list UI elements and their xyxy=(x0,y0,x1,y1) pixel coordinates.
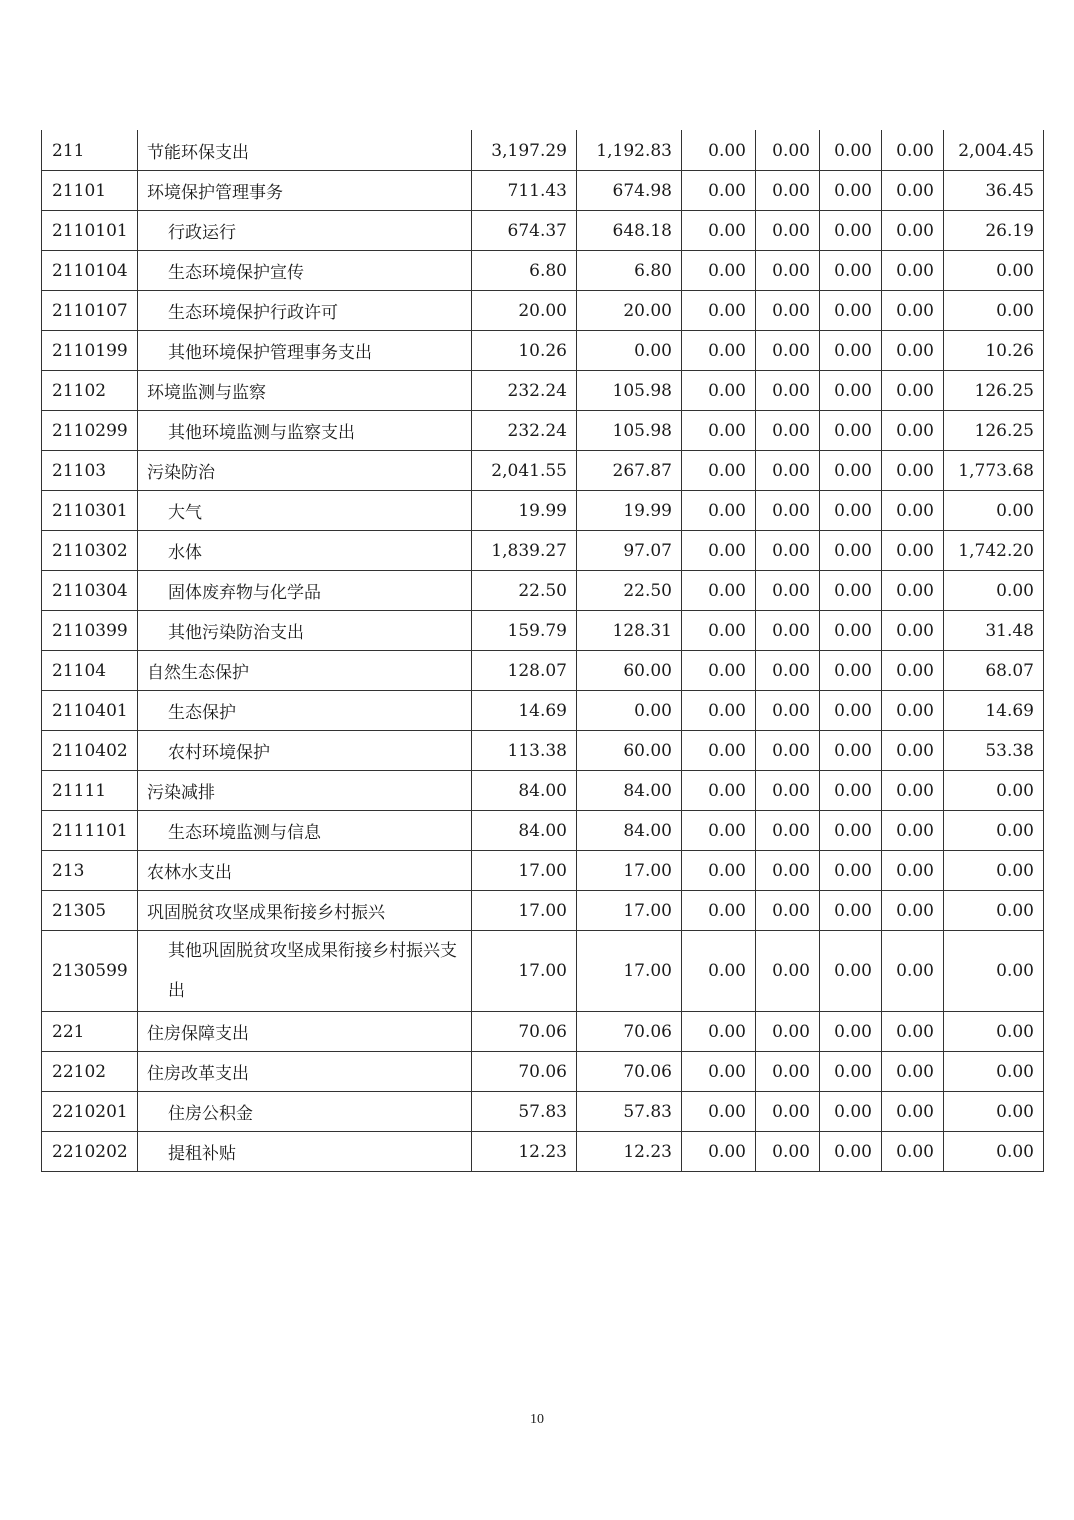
amount-cell: 0.00 xyxy=(756,131,820,171)
amount-cell: 0.00 xyxy=(682,891,756,931)
subject-name-cell: 水体 xyxy=(138,531,472,571)
amount-cell: 0.00 xyxy=(882,651,944,691)
amount-cell: 0.00 xyxy=(882,851,944,891)
amount-cell: 0.00 xyxy=(756,331,820,371)
subject-name-cell: 大气 xyxy=(138,491,472,531)
amount-cell: 0.00 xyxy=(682,131,756,171)
amount-cell: 0.00 xyxy=(882,251,944,291)
amount-cell: 17.00 xyxy=(472,851,577,891)
amount-cell: 6.80 xyxy=(577,251,682,291)
amount-cell: 0.00 xyxy=(756,611,820,651)
amount-cell: 0.00 xyxy=(820,291,882,331)
amount-cell: 128.07 xyxy=(472,651,577,691)
amount-cell: 22.50 xyxy=(472,571,577,611)
subject-code-cell: 2110107 xyxy=(42,291,138,331)
amount-cell: 12.23 xyxy=(472,1132,577,1172)
amount-cell: 0.00 xyxy=(944,931,1044,1012)
amount-cell: 0.00 xyxy=(682,331,756,371)
subject-name-cell: 住房保障支出 xyxy=(138,1012,472,1052)
table-row xyxy=(42,291,1044,331)
amount-cell: 12.23 xyxy=(577,1132,682,1172)
amount-cell: 674.98 xyxy=(577,171,682,211)
amount-cell: 0.00 xyxy=(882,811,944,851)
amount-cell: 20.00 xyxy=(472,291,577,331)
subject-code-cell: 2110101 xyxy=(42,211,138,251)
amount-cell: 0.00 xyxy=(682,491,756,531)
amount-cell: 68.07 xyxy=(944,651,1044,691)
subject-name-cell: 生态环境监测与信息 xyxy=(138,811,472,851)
amount-cell: 60.00 xyxy=(577,651,682,691)
amount-cell: 0.00 xyxy=(682,531,756,571)
amount-cell: 0.00 xyxy=(944,1132,1044,1172)
amount-cell: 0.00 xyxy=(682,931,756,1012)
subject-name-cell: 其他环境保护管理事务支出 xyxy=(138,331,472,371)
amount-cell: 0.00 xyxy=(756,291,820,331)
amount-cell: 0.00 xyxy=(820,411,882,451)
subject-code-cell: 2110401 xyxy=(42,691,138,731)
amount-cell: 0.00 xyxy=(820,691,882,731)
amount-cell: 14.69 xyxy=(472,691,577,731)
subject-name-cell: 污染防治 xyxy=(138,451,472,491)
table-row xyxy=(42,851,1044,891)
subject-code-cell: 211 xyxy=(42,131,138,171)
amount-cell: 648.18 xyxy=(577,211,682,251)
amount-cell: 0.00 xyxy=(756,1012,820,1052)
amount-cell: 0.00 xyxy=(577,691,682,731)
subject-name-cell: 生态保护 xyxy=(138,691,472,731)
amount-cell: 0.00 xyxy=(682,811,756,851)
amount-cell: 0.00 xyxy=(756,771,820,811)
subject-code-cell: 2130599 xyxy=(42,931,138,1012)
amount-cell: 0.00 xyxy=(756,171,820,211)
table-row xyxy=(42,891,1044,931)
subject-code-cell: 2110104 xyxy=(42,251,138,291)
table-row xyxy=(42,331,1044,371)
amount-cell: 0.00 xyxy=(882,331,944,371)
amount-cell: 0.00 xyxy=(820,571,882,611)
table-row xyxy=(42,1052,1044,1092)
amount-cell: 128.31 xyxy=(577,611,682,651)
amount-cell: 126.25 xyxy=(944,371,1044,411)
amount-cell: 19.99 xyxy=(577,491,682,531)
table-row xyxy=(42,251,1044,291)
amount-cell: 0.00 xyxy=(756,891,820,931)
amount-cell: 0.00 xyxy=(756,731,820,771)
amount-cell: 60.00 xyxy=(577,731,682,771)
amount-cell: 0.00 xyxy=(756,491,820,531)
amount-cell: 0.00 xyxy=(682,771,756,811)
subject-code-cell: 21102 xyxy=(42,371,138,411)
subject-code-cell: 2110304 xyxy=(42,571,138,611)
amount-cell: 0.00 xyxy=(682,251,756,291)
subject-name-cell: 污染减排 xyxy=(138,771,472,811)
subject-name-cell: 生态环境保护宣传 xyxy=(138,251,472,291)
subject-name-cell: 住房公积金 xyxy=(138,1092,472,1132)
amount-cell: 0.00 xyxy=(756,211,820,251)
table-row xyxy=(42,691,1044,731)
amount-cell: 0.00 xyxy=(820,731,882,771)
amount-cell: 0.00 xyxy=(820,211,882,251)
subject-name-cell: 农林水支出 xyxy=(138,851,472,891)
amount-cell: 711.43 xyxy=(472,171,577,211)
budget-table xyxy=(41,130,1044,1172)
amount-cell: 0.00 xyxy=(882,1052,944,1092)
amount-cell: 1,742.20 xyxy=(944,531,1044,571)
amount-cell: 0.00 xyxy=(682,1092,756,1132)
amount-cell: 105.98 xyxy=(577,411,682,451)
subject-name-cell: 提租补贴 xyxy=(138,1132,472,1172)
table-row xyxy=(42,811,1044,851)
amount-cell: 97.07 xyxy=(577,531,682,571)
amount-cell: 26.19 xyxy=(944,211,1044,251)
amount-cell: 0.00 xyxy=(882,491,944,531)
amount-cell: 267.87 xyxy=(577,451,682,491)
amount-cell: 0.00 xyxy=(944,251,1044,291)
amount-cell: 0.00 xyxy=(756,371,820,411)
subject-code-cell: 21101 xyxy=(42,171,138,211)
amount-cell: 0.00 xyxy=(882,371,944,411)
amount-cell: 0.00 xyxy=(682,371,756,411)
amount-cell: 0.00 xyxy=(682,691,756,731)
amount-cell: 0.00 xyxy=(820,371,882,411)
amount-cell: 1,773.68 xyxy=(944,451,1044,491)
amount-cell: 17.00 xyxy=(472,931,577,1012)
amount-cell: 232.24 xyxy=(472,411,577,451)
table-row xyxy=(42,451,1044,491)
table-row xyxy=(42,1132,1044,1172)
amount-cell: 0.00 xyxy=(882,411,944,451)
amount-cell: 232.24 xyxy=(472,371,577,411)
table-row xyxy=(42,491,1044,531)
table-row xyxy=(42,211,1044,251)
amount-cell: 10.26 xyxy=(944,331,1044,371)
amount-cell: 0.00 xyxy=(944,291,1044,331)
amount-cell: 0.00 xyxy=(882,171,944,211)
amount-cell: 17.00 xyxy=(577,931,682,1012)
amount-cell: 0.00 xyxy=(944,771,1044,811)
table-row xyxy=(42,571,1044,611)
amount-cell: 14.69 xyxy=(944,691,1044,731)
amount-cell: 17.00 xyxy=(577,851,682,891)
subject-name-cell: 环境保护管理事务 xyxy=(138,171,472,211)
amount-cell: 0.00 xyxy=(682,731,756,771)
table-row xyxy=(42,731,1044,771)
subject-code-cell: 2210202 xyxy=(42,1132,138,1172)
amount-cell: 0.00 xyxy=(820,771,882,811)
table-row xyxy=(42,131,1044,171)
amount-cell: 70.06 xyxy=(472,1012,577,1052)
subject-name-cell: 巩固脱贫攻坚成果衔接乡村振兴 xyxy=(138,891,472,931)
amount-cell: 0.00 xyxy=(820,531,882,571)
amount-cell: 0.00 xyxy=(882,891,944,931)
amount-cell: 0.00 xyxy=(820,131,882,171)
amount-cell: 57.83 xyxy=(472,1092,577,1132)
amount-cell: 0.00 xyxy=(756,251,820,291)
amount-cell: 0.00 xyxy=(820,611,882,651)
subject-code-cell: 2111101 xyxy=(42,811,138,851)
amount-cell: 126.25 xyxy=(944,411,1044,451)
amount-cell: 0.00 xyxy=(756,691,820,731)
amount-cell: 0.00 xyxy=(682,451,756,491)
amount-cell: 0.00 xyxy=(682,571,756,611)
amount-cell: 0.00 xyxy=(820,251,882,291)
amount-cell: 2,041.55 xyxy=(472,451,577,491)
amount-cell: 0.00 xyxy=(682,611,756,651)
amount-cell: 0.00 xyxy=(756,1092,820,1132)
amount-cell: 0.00 xyxy=(882,291,944,331)
amount-cell: 0.00 xyxy=(820,1012,882,1052)
amount-cell: 159.79 xyxy=(472,611,577,651)
amount-cell: 0.00 xyxy=(882,1092,944,1132)
subject-name-cell: 农村环境保护 xyxy=(138,731,472,771)
amount-cell: 0.00 xyxy=(682,1012,756,1052)
amount-cell: 1,839.27 xyxy=(472,531,577,571)
amount-cell: 0.00 xyxy=(820,891,882,931)
amount-cell: 6.80 xyxy=(472,251,577,291)
amount-cell: 0.00 xyxy=(882,131,944,171)
table-row xyxy=(42,931,1044,1012)
amount-cell: 0.00 xyxy=(682,651,756,691)
amount-cell: 84.00 xyxy=(472,771,577,811)
amount-cell: 0.00 xyxy=(944,1052,1044,1092)
amount-cell: 0.00 xyxy=(756,651,820,691)
amount-cell: 0.00 xyxy=(944,491,1044,531)
amount-cell: 105.98 xyxy=(577,371,682,411)
subject-name-cell: 自然生态保护 xyxy=(138,651,472,691)
amount-cell: 0.00 xyxy=(944,571,1044,611)
subject-code-cell: 2110299 xyxy=(42,411,138,451)
amount-cell: 0.00 xyxy=(756,811,820,851)
amount-cell: 0.00 xyxy=(882,931,944,1012)
amount-cell: 0.00 xyxy=(820,931,882,1012)
amount-cell: 0.00 xyxy=(820,851,882,891)
amount-cell: 0.00 xyxy=(682,171,756,211)
amount-cell: 57.83 xyxy=(577,1092,682,1132)
amount-cell: 0.00 xyxy=(944,811,1044,851)
amount-cell: 0.00 xyxy=(882,611,944,651)
table-row xyxy=(42,531,1044,571)
amount-cell: 0.00 xyxy=(944,851,1044,891)
subject-code-cell: 2110199 xyxy=(42,331,138,371)
table-row xyxy=(42,171,1044,211)
amount-cell: 17.00 xyxy=(472,891,577,931)
amount-cell: 17.00 xyxy=(577,891,682,931)
amount-cell: 0.00 xyxy=(882,1132,944,1172)
amount-cell: 10.26 xyxy=(472,331,577,371)
amount-cell: 0.00 xyxy=(882,531,944,571)
subject-name-cell: 生态环境保护行政许可 xyxy=(138,291,472,331)
amount-cell: 0.00 xyxy=(882,1012,944,1052)
page-number: 10 xyxy=(530,1412,544,1427)
table-row xyxy=(42,611,1044,651)
amount-cell: 0.00 xyxy=(882,691,944,731)
amount-cell: 70.06 xyxy=(577,1012,682,1052)
amount-cell: 0.00 xyxy=(820,1052,882,1092)
amount-cell: 84.00 xyxy=(577,771,682,811)
subject-code-cell: 21104 xyxy=(42,651,138,691)
amount-cell: 0.00 xyxy=(820,491,882,531)
amount-cell: 0.00 xyxy=(756,931,820,1012)
subject-name-cell: 住房改革支出 xyxy=(138,1052,472,1092)
amount-cell: 0.00 xyxy=(682,291,756,331)
table-row xyxy=(42,371,1044,411)
amount-cell: 0.00 xyxy=(944,891,1044,931)
subject-name-cell: 固体废弃物与化学品 xyxy=(138,571,472,611)
amount-cell: 0.00 xyxy=(756,851,820,891)
subject-code-cell: 22102 xyxy=(42,1052,138,1092)
amount-cell: 0.00 xyxy=(756,1132,820,1172)
amount-cell: 70.06 xyxy=(472,1052,577,1092)
amount-cell: 36.45 xyxy=(944,171,1044,211)
subject-code-cell: 21305 xyxy=(42,891,138,931)
amount-cell: 22.50 xyxy=(577,571,682,611)
amount-cell: 53.38 xyxy=(944,731,1044,771)
amount-cell: 0.00 xyxy=(882,731,944,771)
amount-cell: 0.00 xyxy=(756,571,820,611)
amount-cell: 0.00 xyxy=(682,851,756,891)
amount-cell: 0.00 xyxy=(682,211,756,251)
amount-cell: 20.00 xyxy=(577,291,682,331)
table-row xyxy=(42,1012,1044,1052)
table-row xyxy=(42,651,1044,691)
amount-cell: 2,004.45 xyxy=(944,131,1044,171)
amount-cell: 1,192.83 xyxy=(577,131,682,171)
subject-code-cell: 213 xyxy=(42,851,138,891)
subject-code-cell: 2110302 xyxy=(42,531,138,571)
subject-code-cell: 2110301 xyxy=(42,491,138,531)
amount-cell: 0.00 xyxy=(756,411,820,451)
subject-name-cell: 节能环保支出 xyxy=(138,131,472,171)
subject-name-cell: 其他巩固脱贫攻坚成果衔接乡村振兴支出 xyxy=(138,931,472,1012)
table-row xyxy=(42,411,1044,451)
subject-code-cell: 21103 xyxy=(42,451,138,491)
table-row xyxy=(42,771,1044,811)
amount-cell: 0.00 xyxy=(682,1132,756,1172)
subject-name-cell: 其他环境监测与监察支出 xyxy=(138,411,472,451)
amount-cell: 0.00 xyxy=(577,331,682,371)
amount-cell: 0.00 xyxy=(882,571,944,611)
amount-cell: 0.00 xyxy=(756,451,820,491)
amount-cell: 84.00 xyxy=(577,811,682,851)
amount-cell: 3,197.29 xyxy=(472,131,577,171)
subject-code-cell: 21111 xyxy=(42,771,138,811)
subject-name-cell: 行政运行 xyxy=(138,211,472,251)
subject-code-cell: 221 xyxy=(42,1012,138,1052)
amount-cell: 113.38 xyxy=(472,731,577,771)
amount-cell: 0.00 xyxy=(820,1092,882,1132)
table-row xyxy=(42,1092,1044,1132)
subject-code-cell: 2110399 xyxy=(42,611,138,651)
amount-cell: 0.00 xyxy=(882,451,944,491)
amount-cell: 0.00 xyxy=(820,1132,882,1172)
amount-cell: 0.00 xyxy=(882,771,944,811)
amount-cell: 19.99 xyxy=(472,491,577,531)
amount-cell: 0.00 xyxy=(944,1012,1044,1052)
subject-code-cell: 2210201 xyxy=(42,1092,138,1132)
subject-name-cell: 环境监测与监察 xyxy=(138,371,472,411)
amount-cell: 0.00 xyxy=(756,1052,820,1092)
amount-cell: 0.00 xyxy=(756,531,820,571)
amount-cell: 0.00 xyxy=(820,171,882,211)
amount-cell: 0.00 xyxy=(820,331,882,371)
amount-cell: 0.00 xyxy=(882,211,944,251)
amount-cell: 84.00 xyxy=(472,811,577,851)
amount-cell: 0.00 xyxy=(820,651,882,691)
amount-cell: 674.37 xyxy=(472,211,577,251)
amount-cell: 0.00 xyxy=(682,411,756,451)
amount-cell: 0.00 xyxy=(944,1092,1044,1132)
amount-cell: 0.00 xyxy=(682,1052,756,1092)
subject-code-cell: 2110402 xyxy=(42,731,138,771)
subject-name-cell: 其他污染防治支出 xyxy=(138,611,472,651)
amount-cell: 31.48 xyxy=(944,611,1044,651)
amount-cell: 0.00 xyxy=(820,811,882,851)
amount-cell: 70.06 xyxy=(577,1052,682,1092)
amount-cell: 0.00 xyxy=(820,451,882,491)
